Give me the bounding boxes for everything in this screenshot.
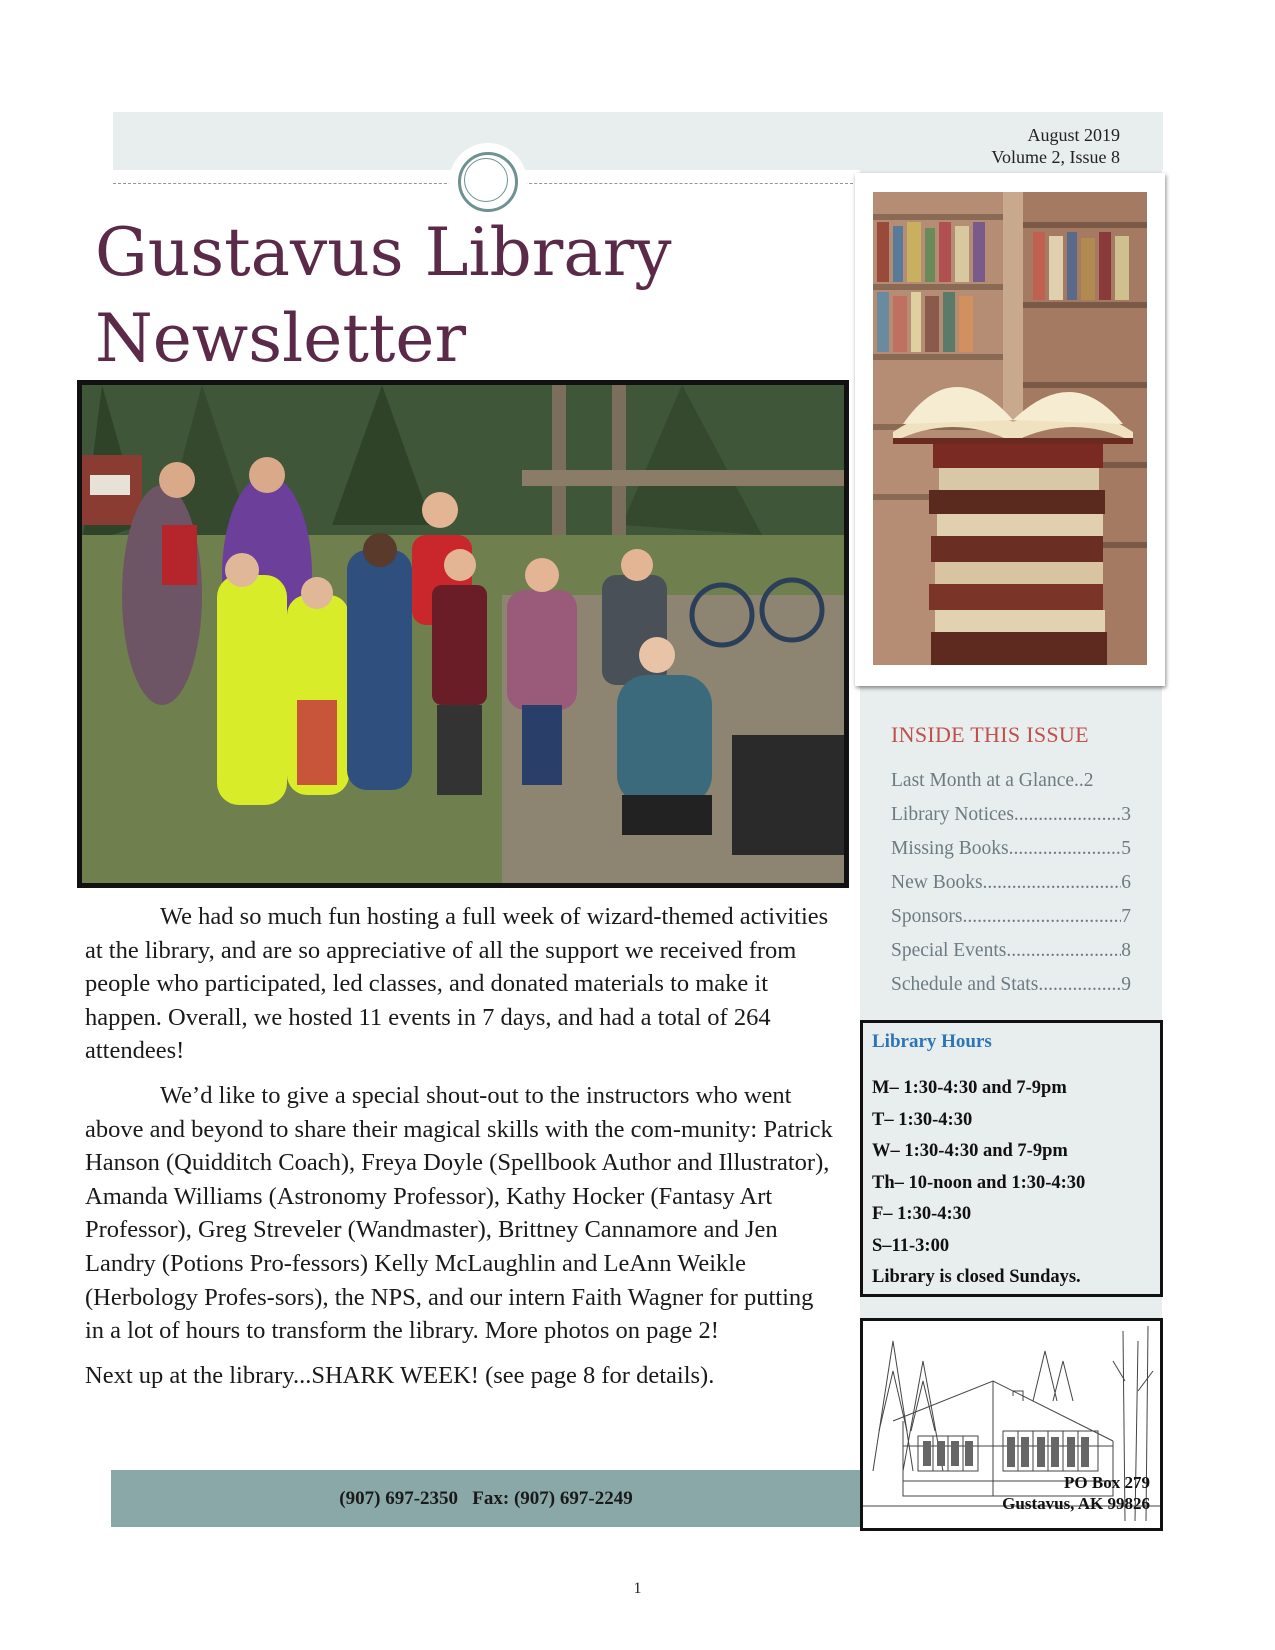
toc-item-label: Missing Books (891, 838, 1009, 859)
issue-date: August 2019 (1027, 125, 1120, 145)
toc-heading: INSIDE THIS ISSUE (891, 722, 1089, 747)
issue-info (991, 124, 1120, 168)
toc-item-page: 6 (1121, 872, 1131, 893)
hours-line: W– 1:30-4:30 and 7-9pm (872, 1141, 1068, 1161)
toc-item[interactable] (891, 798, 1131, 832)
address-box (860, 1318, 1163, 1531)
issue-volume: Volume 2, Issue 8 (991, 147, 1120, 167)
hours-line: Th– 10-noon and 1:30-4:30 (872, 1172, 1086, 1193)
title-line-1: Gustavus Library (95, 214, 672, 291)
toc-item[interactable] (891, 900, 1131, 934)
toc-item[interactable] (891, 866, 1131, 900)
hours-line: S–11-3:00 (872, 1235, 950, 1256)
books-photo-frame (855, 173, 1165, 686)
toc-item-label: Special Events (891, 940, 1007, 961)
inside-this-issue (891, 722, 1131, 1002)
hours-line: M– 1:30-4:30 and 7-9pm (872, 1078, 1067, 1098)
page-number: 1 (633, 1580, 642, 1597)
toc-item-label: Library Notices (891, 804, 1014, 825)
toc-item[interactable] (891, 934, 1131, 968)
toc-item-page: 7 (1121, 906, 1131, 927)
toc-item-page: 2 (1083, 770, 1094, 791)
toc-item[interactable] (891, 764, 1131, 798)
toc-item-page: 9 (1121, 974, 1131, 995)
book-stack-photo (873, 192, 1147, 665)
hours-line: F– 1:30-4:30 (872, 1204, 972, 1224)
toc-item[interactable] (891, 832, 1131, 866)
toc-item-label: Schedule and Stats (891, 974, 1039, 995)
wizard-week-group-photo (77, 380, 849, 888)
toc-item-page: 3 (1121, 804, 1131, 825)
address-line-1: PO Box 279 (1064, 1473, 1150, 1492)
toc-item-label: Last Month at a Glance.. (891, 770, 1084, 791)
address-line-2: Gustavus, AK 99826 (1002, 1494, 1150, 1513)
toc-item-label: New Books (891, 872, 983, 893)
mailing-address (1002, 1472, 1150, 1514)
toc-item-page: 8 (1121, 940, 1131, 961)
lead-article (85, 900, 835, 1403)
newsletter-title (95, 210, 672, 382)
toc-item[interactable] (891, 968, 1131, 1002)
article-paragraph-3: Next up at the library...SHARK WEEK! (see page 8 for details). (85, 1361, 715, 1389)
article-paragraph-1: We had so much fun hosting a full week of wizard-themed activities at the library, and are so appreciative of all the support we received from people who participated, led classes, and donated materials to make it happen. Overall, we hosted 11 events in 7 days, and had a total of 264 attendees! (85, 903, 829, 1065)
toc-item-label: Sponsors (891, 906, 963, 927)
library-hours (860, 1020, 1163, 1297)
hours-line: T– 1:30-4:30 (872, 1109, 973, 1130)
hours-line: Library is closed Sundays. (872, 1267, 1081, 1287)
toc-item-page: 5 (1121, 838, 1131, 859)
article-paragraph-2: We’d like to give a special shout-out to the instructors who went above and beyond to share their magical skills with the com-munity: Patrick Hanson (Quidditch Coach), Freya Doyle (Spellbook Author and Illustrator), Amanda Williams (Astronomy Professor), Kathy Hocker (Fantasy Art Professor), Greg Streveler (Wandmaster), Brittney Cannamore and Jen Landry (Potions Pro-fessors) Kelly McLaughlin and LeAnn Weikle (Herbology Profes-sors), the NPS, and our intern Faith Wagner for putting in a lot of hours to transform the library. More photos on page 2! (85, 1081, 833, 1345)
title-line-2: Newsletter (95, 300, 466, 377)
hours-title: Library Hours (872, 1031, 992, 1052)
contact-bar: (907) 697-2350 Fax: (907) 697-2249 (111, 1470, 861, 1527)
